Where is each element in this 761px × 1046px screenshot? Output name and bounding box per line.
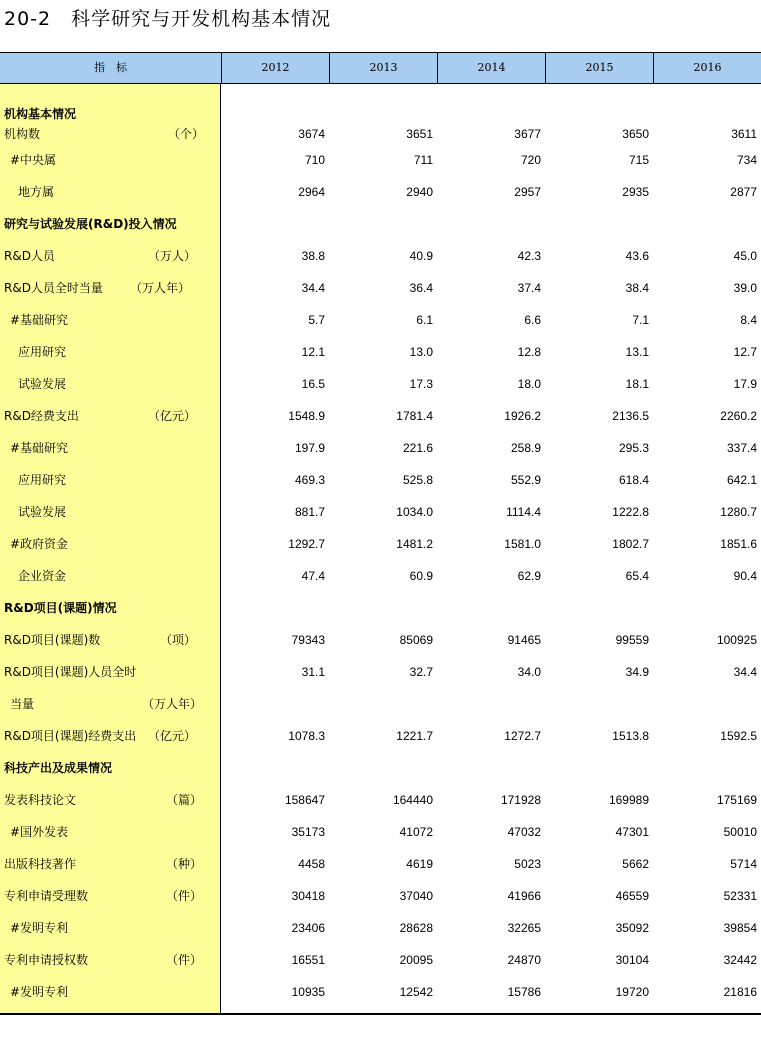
cell-2013: 28628 bbox=[399, 921, 433, 935]
cell-2015: 1222.8 bbox=[612, 505, 649, 519]
cell-2016: 52331 bbox=[723, 889, 757, 903]
row-label: #发明专利 bbox=[10, 985, 69, 999]
cell-2012: 197.9 bbox=[294, 441, 325, 455]
row-unit: （万人年） bbox=[130, 281, 191, 295]
section-heading-row bbox=[0, 214, 761, 234]
table-row bbox=[0, 822, 761, 842]
cell-2013: 85069 bbox=[399, 633, 433, 647]
row-label: R&D经费支出 bbox=[4, 409, 79, 423]
cell-2014: 24870 bbox=[507, 953, 541, 967]
page-title: 20-2 科学研究与开发机构基本情况 bbox=[4, 8, 332, 30]
cell-2012: 79343 bbox=[291, 633, 325, 647]
row-label: #基础研究 bbox=[10, 441, 69, 455]
cell-2012: 710 bbox=[304, 153, 325, 167]
header-year-2015: 2015 bbox=[545, 53, 653, 83]
table-row bbox=[0, 726, 761, 746]
row-label: #政府资金 bbox=[10, 537, 69, 551]
section-title: 机构基本情况 bbox=[4, 107, 77, 121]
cell-2016: 2877 bbox=[730, 185, 757, 199]
header-year-2014: 2014 bbox=[437, 53, 545, 83]
cell-2013: 36.4 bbox=[409, 281, 433, 295]
row-unit: （项） bbox=[160, 633, 197, 647]
row-label: 应用研究 bbox=[18, 473, 67, 487]
cell-2014: 6.6 bbox=[524, 313, 541, 327]
cell-2013: 6.1 bbox=[416, 313, 433, 327]
cell-2014: 42.3 bbox=[517, 249, 541, 263]
cell-2016: 2260.2 bbox=[720, 409, 757, 423]
table-row bbox=[0, 790, 761, 810]
section-heading-row bbox=[0, 598, 761, 618]
table-row bbox=[0, 470, 761, 490]
cell-2016: 39854 bbox=[723, 921, 757, 935]
cell-2014: 47032 bbox=[507, 825, 541, 839]
row-label: 应用研究 bbox=[18, 345, 67, 359]
row-unit: （个） bbox=[168, 127, 205, 141]
cell-2013: 37040 bbox=[399, 889, 433, 903]
cell-2012: 10935 bbox=[291, 985, 325, 999]
table-row bbox=[0, 150, 761, 170]
cell-2014: 720 bbox=[520, 153, 541, 167]
section-title: 研究与试验发展(R&D)投入情况 bbox=[4, 217, 177, 231]
cell-2016: 3611 bbox=[731, 127, 757, 141]
cell-2015: 169989 bbox=[608, 793, 649, 807]
cell-2016: 34.4 bbox=[733, 665, 757, 679]
table-row bbox=[0, 310, 761, 330]
cell-2013: 13.0 bbox=[409, 345, 433, 359]
cell-2013: 4619 bbox=[406, 857, 433, 871]
row-label: R&D人员 bbox=[4, 249, 55, 263]
cell-2014: 32265 bbox=[507, 921, 541, 935]
cell-2014: 91465 bbox=[507, 633, 541, 647]
table-row bbox=[0, 662, 761, 682]
cell-2014: 552.9 bbox=[510, 473, 541, 487]
table-row bbox=[0, 406, 761, 426]
cell-2013: 12542 bbox=[399, 985, 433, 999]
cell-2016: 337.4 bbox=[726, 441, 757, 455]
cell-2015: 3650 bbox=[622, 127, 649, 141]
cell-2013: 60.9 bbox=[409, 569, 433, 583]
cell-2014: 1581.0 bbox=[504, 537, 541, 551]
cell-2014: 18.0 bbox=[517, 377, 541, 391]
cell-2016: 21816 bbox=[723, 985, 757, 999]
cell-2013: 221.6 bbox=[402, 441, 433, 455]
cell-2013: 3651 bbox=[406, 127, 433, 141]
cell-2016: 1280.7 bbox=[720, 505, 757, 519]
row-label: #国外发表 bbox=[10, 825, 69, 839]
row-label: R&D项目(课题)人员全时 bbox=[4, 665, 137, 679]
cell-2014: 2957 bbox=[514, 185, 541, 199]
cell-2015: 295.3 bbox=[618, 441, 649, 455]
cell-2013: 17.3 bbox=[409, 377, 433, 391]
cell-2012: 35173 bbox=[291, 825, 325, 839]
table-row bbox=[0, 246, 761, 266]
cell-2013: 1221.7 bbox=[396, 729, 433, 743]
row-unit: （亿元） bbox=[148, 729, 197, 743]
cell-2015: 30104 bbox=[615, 953, 649, 967]
cell-2016: 8.4 bbox=[740, 313, 757, 327]
cell-2014: 1114.4 bbox=[506, 505, 541, 519]
cell-2012: 31.1 bbox=[301, 665, 325, 679]
cell-2016: 50010 bbox=[723, 825, 757, 839]
cell-2012: 1548.9 bbox=[288, 409, 325, 423]
cell-2012: 23406 bbox=[291, 921, 325, 935]
row-label: 试验发展 bbox=[18, 377, 67, 391]
table-row bbox=[0, 374, 761, 394]
cell-2014: 1272.7 bbox=[504, 729, 541, 743]
cell-2015: 47301 bbox=[615, 825, 649, 839]
cell-2016: 100925 bbox=[716, 633, 757, 647]
row-label: 专利申请授权数 bbox=[4, 953, 89, 967]
row-label: 当量 bbox=[10, 697, 35, 711]
row-label: 企业资金 bbox=[18, 569, 67, 583]
cell-2013: 1781.4 bbox=[396, 409, 433, 423]
row-label: 出版科技著作 bbox=[4, 857, 77, 871]
cell-2015: 18.1 bbox=[625, 377, 649, 391]
table-row bbox=[0, 886, 761, 906]
cell-2014: 5023 bbox=[514, 857, 541, 871]
cell-2016: 642.1 bbox=[726, 473, 757, 487]
header-indicator: 指 标 bbox=[94, 61, 127, 74]
cell-2014: 15786 bbox=[507, 985, 541, 999]
cell-2015: 2935 bbox=[622, 185, 649, 199]
row-unit: （件） bbox=[166, 953, 203, 967]
row-unit: （亿元） bbox=[148, 409, 197, 423]
cell-2014: 34.0 bbox=[517, 665, 541, 679]
table-row bbox=[0, 182, 761, 202]
cell-2013: 2940 bbox=[406, 185, 433, 199]
row-label: 地方属 bbox=[18, 185, 55, 199]
cell-2015: 46559 bbox=[615, 889, 649, 903]
cell-2013: 41072 bbox=[399, 825, 433, 839]
cell-2012: 1292.7 bbox=[288, 537, 325, 551]
cell-2013: 20095 bbox=[399, 953, 433, 967]
cell-2015: 38.4 bbox=[625, 281, 649, 295]
cell-2016: 12.7 bbox=[733, 345, 757, 359]
table-row bbox=[0, 278, 761, 298]
cell-2016: 32442 bbox=[723, 953, 757, 967]
cell-2014: 37.4 bbox=[517, 281, 541, 295]
row-label: 机构数 bbox=[4, 127, 41, 141]
cell-2016: 17.9 bbox=[733, 377, 757, 391]
cell-2016: 39.0 bbox=[733, 281, 757, 295]
cell-2015: 1802.7 bbox=[612, 537, 649, 551]
cell-2012: 16551 bbox=[291, 953, 325, 967]
cell-2012: 1078.3 bbox=[288, 729, 325, 743]
cell-2015: 99559 bbox=[615, 633, 649, 647]
cell-2012: 12.1 bbox=[301, 345, 325, 359]
cell-2016: 5714 bbox=[730, 857, 757, 871]
cell-2012: 4458 bbox=[298, 857, 325, 871]
cell-2012: 3674 bbox=[298, 127, 325, 141]
row-label: 发表科技论文 bbox=[4, 793, 77, 807]
cell-2014: 62.9 bbox=[517, 569, 541, 583]
table-row bbox=[0, 694, 761, 714]
cell-2016: 45.0 bbox=[733, 249, 757, 263]
cell-2016: 90.4 bbox=[733, 569, 757, 583]
section-heading-row bbox=[0, 758, 761, 778]
row-unit: （篇） bbox=[166, 793, 203, 807]
cell-2012: 47.4 bbox=[301, 569, 325, 583]
row-label: 试验发展 bbox=[18, 505, 67, 519]
cell-2014: 3677 bbox=[514, 127, 541, 141]
cell-2015: 715 bbox=[628, 153, 649, 167]
cell-2015: 2136.5 bbox=[612, 409, 649, 423]
statistics-table bbox=[0, 52, 761, 1014]
cell-2012: 469.3 bbox=[294, 473, 325, 487]
cell-2012: 30418 bbox=[291, 889, 325, 903]
table-row bbox=[0, 854, 761, 874]
cell-2014: 1926.2 bbox=[504, 409, 541, 423]
row-unit: （种） bbox=[166, 857, 203, 871]
cell-2013: 1034.0 bbox=[396, 505, 433, 519]
cell-2015: 34.9 bbox=[625, 665, 649, 679]
row-unit: （万人年） bbox=[142, 697, 203, 711]
cell-2016: 175169 bbox=[716, 793, 757, 807]
row-unit: （万人） bbox=[148, 249, 197, 263]
section-title: 科技产出及成果情况 bbox=[4, 761, 113, 775]
header-year-2012: 2012 bbox=[221, 53, 329, 83]
cell-2014: 171928 bbox=[500, 793, 541, 807]
cell-2016: 1592.5 bbox=[720, 729, 757, 743]
table-header bbox=[0, 52, 761, 84]
table-row bbox=[0, 918, 761, 938]
cell-2015: 43.6 bbox=[625, 249, 649, 263]
cell-2012: 38.8 bbox=[301, 249, 325, 263]
cell-2015: 1513.8 bbox=[612, 729, 649, 743]
row-label: R&D项目(课题)经费支出 bbox=[4, 729, 137, 743]
cell-2014: 258.9 bbox=[510, 441, 541, 455]
cell-2012: 158647 bbox=[284, 793, 325, 807]
row-unit: （件） bbox=[166, 889, 203, 903]
cell-2014: 41966 bbox=[507, 889, 541, 903]
cell-2012: 881.7 bbox=[294, 505, 325, 519]
cell-2012: 2964 bbox=[298, 185, 325, 199]
cell-2015: 65.4 bbox=[625, 569, 649, 583]
cell-2012: 16.5 bbox=[301, 377, 325, 391]
cell-2015: 13.1 bbox=[625, 345, 649, 359]
cell-2012: 5.7 bbox=[308, 313, 325, 327]
table-row bbox=[0, 950, 761, 970]
cell-2013: 164440 bbox=[392, 793, 433, 807]
cell-2015: 618.4 bbox=[618, 473, 649, 487]
cell-2015: 35092 bbox=[615, 921, 649, 935]
cell-2016: 734 bbox=[736, 153, 757, 167]
section-heading-row bbox=[0, 104, 761, 124]
cell-2013: 32.7 bbox=[409, 665, 433, 679]
table-row bbox=[0, 982, 761, 1002]
table-bottom-rule bbox=[0, 1013, 761, 1015]
cell-2013: 711 bbox=[413, 153, 433, 167]
row-label: #中央属 bbox=[10, 153, 57, 167]
row-label: R&D人员全时当量 bbox=[4, 281, 103, 295]
table-row bbox=[0, 502, 761, 522]
table-row bbox=[0, 630, 761, 650]
table-row bbox=[0, 124, 761, 144]
table-row bbox=[0, 438, 761, 458]
cell-2015: 7.1 bbox=[632, 313, 649, 327]
table-row bbox=[0, 566, 761, 586]
cell-2015: 5662 bbox=[622, 857, 649, 871]
row-label: #基础研究 bbox=[10, 313, 69, 327]
row-label: #发明专利 bbox=[10, 921, 69, 935]
cell-2015: 19720 bbox=[615, 985, 649, 999]
cell-2013: 1481.2 bbox=[396, 537, 433, 551]
cell-2013: 525.8 bbox=[402, 473, 433, 487]
cell-2013: 40.9 bbox=[409, 249, 433, 263]
row-label: R&D项目(课题)数 bbox=[4, 633, 101, 647]
section-title: R&D项目(课题)情况 bbox=[4, 601, 117, 615]
header-year-2013: 2013 bbox=[329, 53, 437, 83]
table-row bbox=[0, 534, 761, 554]
cell-2016: 1851.6 bbox=[720, 537, 757, 551]
cell-2012: 34.4 bbox=[301, 281, 325, 295]
row-label: 专利申请受理数 bbox=[4, 889, 89, 903]
cell-2014: 12.8 bbox=[517, 345, 541, 359]
table-row bbox=[0, 342, 761, 362]
header-year-2016: 2016 bbox=[653, 53, 761, 83]
